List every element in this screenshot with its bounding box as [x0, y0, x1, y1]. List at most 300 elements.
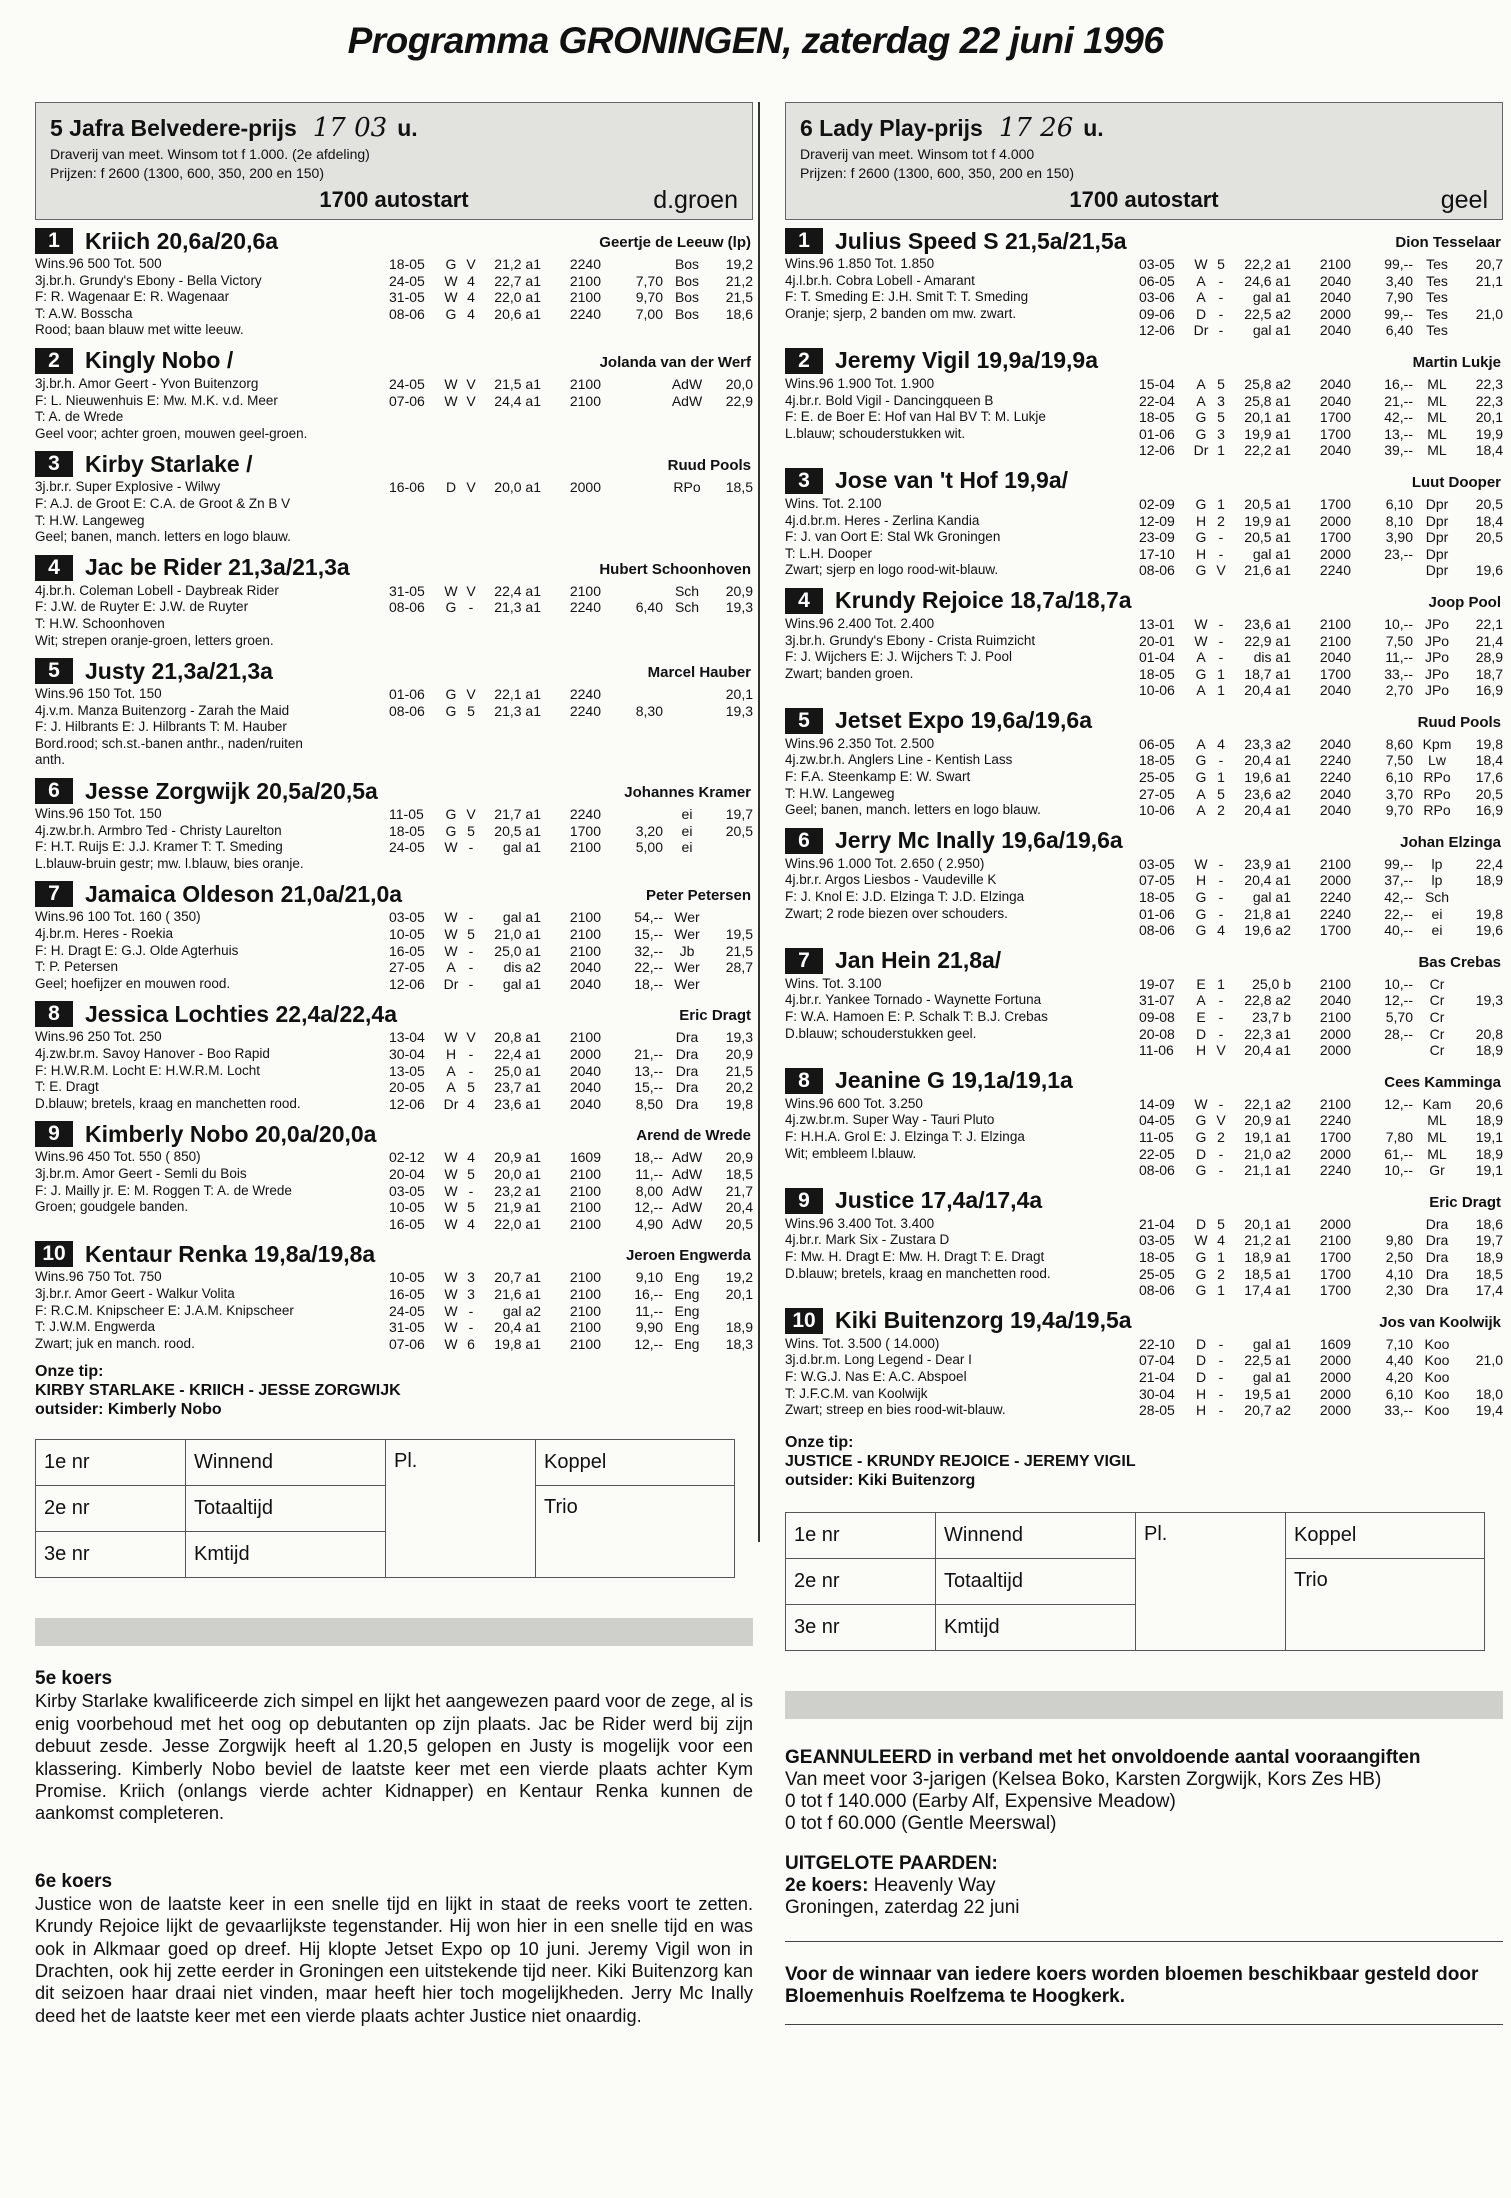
result-cell: 20,9 — [725, 582, 753, 599]
result-cell: E — [1196, 975, 1206, 992]
result-cell: 22,2 a1 — [1244, 256, 1291, 272]
result-cell: G — [1195, 752, 1207, 769]
info-line: Wins.96 150 Tot. 150 — [35, 806, 162, 822]
result-cell: 2,30 — [1385, 1282, 1413, 1299]
result-cell — [711, 976, 753, 993]
result-cell: JPo — [1424, 682, 1450, 699]
result-cell — [601, 376, 663, 393]
result-cell: 4 — [1217, 922, 1225, 939]
result-cell: - — [1218, 1162, 1224, 1179]
info-line: F: J. Knol E: J.D. Elzinga T: J.D. Elzinga — [785, 889, 1025, 905]
info-line: 3j.br.h. Grundy's Ebony - Bella Victory — [35, 272, 262, 288]
info-line: 4j.br.h. Coleman Lobell - Daybreak Rider — [35, 582, 279, 598]
result-cell: Dra — [1425, 1282, 1449, 1299]
horse-entry — [35, 1119, 753, 1232]
result-cell: 28,7 — [725, 959, 753, 976]
result-cell: 3,40 — [1385, 272, 1413, 289]
result-cell: 10-06 — [1139, 802, 1175, 819]
result-cell: 11-06 — [1139, 1042, 1174, 1059]
result-row — [1139, 1026, 1503, 1043]
result-cell: 2100 — [569, 1302, 601, 1319]
result-cell: 13-04 — [389, 1029, 425, 1046]
result-cell: 2000 — [1319, 1042, 1351, 1059]
result-cell: 19,3 — [725, 702, 753, 719]
result-cell: 6 — [467, 1335, 475, 1352]
result-cell: 17,4 — [1475, 1282, 1503, 1299]
result-row — [389, 959, 753, 976]
result-cell: W — [444, 909, 458, 926]
result-cell: 18-05 — [389, 822, 425, 839]
driver-name: Bas Crebas — [1418, 953, 1501, 971]
start-number-badge: 2 — [785, 348, 823, 374]
result-cell: Eng — [674, 1319, 700, 1336]
result-cell: 20,6 — [1475, 1095, 1503, 1112]
result-cell: G — [1195, 1128, 1207, 1145]
result-cell: V — [466, 686, 476, 703]
result-cell: 1 — [1217, 665, 1225, 682]
result-cell: 2040 — [1319, 289, 1351, 306]
results-table — [389, 479, 753, 545]
result-cell — [1351, 1042, 1413, 1059]
result-cell: 1700 — [569, 822, 601, 839]
horse-name: Kiki Buitenzorg 19,4a/19,5a — [835, 1307, 1132, 1334]
result-cell: 9,80 — [1385, 1232, 1413, 1249]
info-line: 4j.br.r. Mark Six - Zustara D — [785, 1232, 950, 1248]
info-line: T: A. de Wrede — [35, 409, 124, 425]
result-cell: 18,7 a1 — [1244, 665, 1291, 682]
result-cell: ML — [1427, 442, 1447, 459]
result-cell: 2040 — [569, 1095, 601, 1112]
result-cell: 2100 — [569, 289, 601, 306]
result-cell — [1351, 1216, 1413, 1233]
result-cell — [1461, 889, 1503, 906]
result-cell: 21,-- — [634, 1046, 663, 1062]
result-cell: 27-05 — [389, 959, 425, 976]
result-cell: 99,-- — [1384, 256, 1413, 272]
start-number-badge: 4 — [35, 555, 73, 581]
horse-entry — [35, 226, 753, 339]
result-cell: 2240 — [1319, 752, 1351, 769]
result-cell: - — [468, 959, 474, 976]
result-cell: 22,1 a2 — [1244, 1095, 1291, 1112]
horse-name: Kentaur Renka 19,8a/19,8a — [85, 1240, 376, 1267]
result-cell: E — [1196, 1009, 1206, 1025]
horse-entry — [35, 656, 753, 769]
result-row — [1139, 529, 1503, 546]
result-cell: 18-05 — [389, 256, 425, 272]
result-row — [1139, 1096, 1503, 1113]
result-row — [1139, 1146, 1503, 1163]
result-cell: 24-05 — [389, 839, 425, 856]
result-cell: ei — [681, 806, 693, 823]
result-cell: D — [445, 479, 457, 496]
result-cell: 5 — [467, 702, 475, 719]
time-suffix: u. — [1083, 115, 1104, 141]
result-cell: 20,4 — [725, 1199, 753, 1216]
result-cell: 6,40 — [635, 599, 663, 616]
result-cell: 2240 — [569, 806, 601, 823]
info-line: F: H.T. Ruijs E: J.J. Kramer T: T. Smeding — [35, 839, 283, 855]
result-cell: G — [445, 822, 457, 839]
result-cell: 14-09 — [1139, 1095, 1175, 1112]
result-cell: 1 — [1217, 975, 1225, 992]
result-cell: 03-05 — [1139, 256, 1175, 272]
result-row — [389, 1149, 753, 1166]
result-cell: Cr — [1429, 975, 1445, 992]
result-cell: 19-07 — [1139, 975, 1175, 992]
result-cell: 21,5 — [725, 1062, 753, 1079]
info-line: 4j.zw.br.h. Armbro Ted - Christy Laurelton — [35, 822, 282, 838]
result-cell: G — [1195, 562, 1207, 579]
horse-entry — [785, 1066, 1503, 1179]
result-row — [389, 479, 753, 496]
result-cell — [1461, 289, 1503, 306]
result-row — [1139, 649, 1503, 666]
result-cell: V — [466, 256, 476, 272]
horse-entry — [35, 1239, 753, 1352]
horse-info — [35, 806, 389, 872]
result-cell: 20,8 a1 — [494, 1029, 541, 1046]
result-cell: 20,9 a1 — [1244, 1112, 1291, 1129]
result-cell: 07-05 — [1139, 872, 1175, 889]
horse-entry — [35, 879, 753, 992]
start-number-badge: 1 — [785, 228, 823, 254]
results-table — [1139, 856, 1503, 939]
result-cell: 20,4 a1 — [1244, 802, 1291, 819]
race-start: 1700 autostart — [1069, 187, 1219, 212]
race-conditions: Draverij van meet. Winsom tot f 1.000. (2e afdeling) — [50, 146, 370, 162]
result-row — [389, 909, 753, 926]
driver-name: Jeroen Engwerda — [625, 1247, 751, 1265]
result-cell: ei — [681, 839, 693, 856]
result-cell: W — [444, 272, 458, 289]
result-row — [1139, 1402, 1503, 1419]
result-cell — [711, 1303, 753, 1320]
result-cell: 11-05 — [1139, 1128, 1174, 1145]
result-row — [1139, 682, 1503, 699]
horse-name: Jetset Expo 19,6a/19,6a — [835, 707, 1092, 734]
result-row — [389, 1336, 753, 1353]
result-cell: 16-05 — [389, 1215, 425, 1232]
result-cell: JPo — [1424, 665, 1450, 682]
horse-info — [35, 583, 389, 649]
result-cell — [1461, 546, 1503, 563]
result-cell: 1 — [1217, 682, 1225, 699]
result-cell: Bos — [674, 305, 700, 322]
result-row — [1139, 1162, 1503, 1179]
horse-info — [35, 909, 389, 992]
result-cell: W — [444, 1302, 458, 1319]
result-cell: ML — [1427, 1128, 1447, 1145]
result-cell: 10-05 — [389, 926, 425, 943]
result-cell: 21,1 — [1475, 272, 1503, 289]
result-cell: W — [444, 1285, 458, 1302]
result-cell: Cr — [1429, 1009, 1445, 1025]
result-cell: 20,4 a1 — [1244, 1042, 1291, 1059]
result-row — [1139, 442, 1503, 459]
result-cell: Lw — [1428, 752, 1446, 769]
info-line: 3j.br.h. Grundy's Ebony - Crista Ruimzicht — [785, 632, 1036, 648]
result-cell: 7,50 — [1385, 752, 1413, 769]
result-cell: gal a1 — [1252, 322, 1291, 339]
result-cell: 2040 — [1319, 649, 1351, 666]
result-cell: 2040 — [1319, 442, 1351, 459]
results-table — [1139, 1336, 1503, 1419]
result-cell: 7,70 — [635, 272, 663, 289]
result-cell: 2100 — [569, 375, 601, 392]
result-cell — [601, 583, 663, 600]
result-cell: 1700 — [1319, 1265, 1351, 1282]
result-cell: 22,1 a1 — [494, 686, 541, 703]
driver-name: Dion Tesselaar — [1395, 234, 1501, 251]
result-cell: Eng — [674, 1302, 700, 1319]
result-cell: 08-06 — [1139, 562, 1175, 579]
result-cell: 20,7 a1 — [494, 1269, 541, 1286]
result-cell: G — [1195, 495, 1207, 512]
result-cell: W — [444, 375, 458, 392]
result-cell: G — [445, 806, 457, 823]
result-row — [1139, 546, 1503, 563]
result-cell: 22,7 a1 — [494, 272, 541, 289]
info-line: Geel; banen, manch. letters en logo blauw. — [35, 529, 291, 545]
info-line: T: H.W. Langeweg — [785, 785, 895, 801]
result-cell: 21,7 a1 — [494, 806, 541, 823]
info-line: F: J.W. de Ruyter E: J.W. de Ruyter — [35, 599, 249, 615]
result-cell: 20,5 a1 — [1244, 529, 1291, 546]
result-cell: 22,3 — [1475, 375, 1503, 392]
result-cell: Dra — [675, 1062, 699, 1079]
result-cell: G — [445, 702, 457, 719]
results-table — [389, 806, 753, 872]
info-line: F: H.H.A. Grol E: J. Elzinga T: J. Elzinga — [785, 1128, 1025, 1144]
result-cell: 1700 — [1319, 409, 1351, 426]
result-cell: 01-06 — [1139, 905, 1175, 922]
result-cell: H — [1195, 545, 1207, 562]
result-cell: 22,-- — [634, 959, 663, 976]
info-line: 4j.br.r. Bold Vigil - Dancingqueen B — [785, 392, 994, 408]
driver-name: Jolanda van der Werf — [599, 353, 751, 371]
result-cell: 5 — [467, 1199, 475, 1216]
result-cell: Koo — [1424, 1335, 1450, 1352]
result-cell: 8,60 — [1385, 735, 1413, 752]
result-cell: Koo — [1424, 1352, 1450, 1369]
result-cell: - — [468, 1302, 474, 1319]
result-cell: gal a1 — [1252, 289, 1291, 306]
result-cell: ML — [1427, 392, 1447, 409]
result-cell: 37,-- — [1384, 872, 1413, 889]
result-cell: 02-09 — [1139, 495, 1175, 512]
bet-cell: Totaaltijd — [936, 1558, 1136, 1604]
result-cell: 08-06 — [1139, 1282, 1175, 1299]
result-cell: 03-05 — [389, 1182, 425, 1199]
result-cell: - — [468, 1319, 474, 1336]
notices — [785, 1747, 1503, 2025]
result-cell: G — [445, 305, 457, 322]
result-cell: 2100 — [569, 1199, 601, 1216]
result-cell: 21,5 — [725, 289, 753, 306]
result-cell: - — [1218, 905, 1224, 922]
horse-name: Kimberly Nobo 20,0a/20,0a — [85, 1120, 377, 1147]
start-number-badge: 5 — [785, 708, 823, 734]
info-line: Oranje; sjerp, 2 banden om mw. zwart. — [785, 305, 1017, 321]
result-cell: Dra — [1425, 1265, 1449, 1282]
result-cell: 24-05 — [389, 375, 425, 392]
result-cell: 2100 — [1319, 1009, 1351, 1025]
result-cell: 22,5 a1 — [1244, 1352, 1291, 1369]
result-row — [389, 839, 753, 856]
result-cell: A — [1196, 735, 1206, 752]
result-cell: 01-06 — [1139, 425, 1175, 442]
result-cell: 1 — [1217, 495, 1225, 512]
info-line: F: R.C.M. Knipscheer E: J.A.M. Knipscheer — [35, 1302, 294, 1318]
horse-info — [785, 1096, 1139, 1179]
result-cell: 18,6 — [725, 305, 753, 322]
result-cell: 18,5 — [725, 1165, 753, 1182]
results-table — [1139, 376, 1503, 459]
result-cell: W — [444, 1182, 458, 1199]
result-cell: 20-01 — [1139, 632, 1175, 649]
result-cell: 9,10 — [635, 1269, 663, 1286]
result-row — [1139, 856, 1503, 873]
result-cell: 2240 — [1319, 905, 1351, 922]
result-cell: 21,5 — [725, 942, 753, 959]
result-cell: 2040 — [1319, 272, 1351, 289]
divider-line — [785, 1941, 1503, 1942]
result-cell: 5,00 — [635, 839, 663, 856]
result-cell: 8,00 — [635, 1182, 663, 1199]
result-cell: 20,1 a1 — [1244, 1215, 1291, 1232]
result-cell: 18,9 — [1475, 872, 1503, 889]
result-cell: 21,4 — [1475, 632, 1503, 649]
result-cell: 25,8 a1 — [1244, 392, 1291, 409]
result-cell: 21,2 a1 — [494, 256, 541, 272]
result-cell: 18,5 a1 — [1244, 1265, 1291, 1282]
result-cell: 18-05 — [1139, 665, 1175, 682]
race-title: 6 Lady Play-prijs — [800, 115, 983, 141]
info-line: 4j.zw.br.m. Super Way - Tauri Pluto — [785, 1112, 995, 1128]
result-cell: 23,3 a2 — [1244, 735, 1291, 752]
result-cell: ML — [1427, 425, 1447, 442]
horse-info — [785, 856, 1139, 939]
result-cell: V — [466, 582, 476, 599]
result-cell: - — [1218, 1335, 1224, 1352]
result-cell: 18,0 — [1475, 1385, 1503, 1402]
result-cell: 21,1 a1 — [1244, 1162, 1291, 1179]
horse-list — [785, 226, 1503, 1419]
result-cell: 25,0 a1 — [494, 942, 541, 959]
result-cell: 9,70 — [635, 289, 663, 306]
result-cell: 2000 — [1319, 305, 1351, 322]
result-cell: 11,-- — [635, 1165, 663, 1182]
result-cell: 22,4 — [1475, 855, 1503, 872]
info-line: F: R. Wagenaar E: R. Wagenaar — [35, 289, 230, 305]
divider-line — [785, 2024, 1503, 2025]
result-cell: 19,9 a1 — [1244, 512, 1291, 529]
result-cell: JPo — [1424, 632, 1450, 649]
result-cell: W — [1194, 1095, 1208, 1112]
result-cell: 24-05 — [389, 1302, 425, 1319]
info-line: 4j.br.m. Heres - Roekia — [35, 926, 174, 942]
tip-text: KIRBY STARLAKE - KRIICH - JESSE ZORGWIJK — [35, 1382, 401, 1400]
result-cell: 2000 — [1319, 1385, 1351, 1402]
horse-info — [785, 1216, 1139, 1299]
result-cell: 23-09 — [1139, 529, 1175, 546]
result-cell: 18,-- — [634, 1149, 663, 1166]
result-cell: G — [1195, 889, 1207, 906]
result-cell: H — [445, 1046, 457, 1062]
result-cell: Dra — [675, 1029, 699, 1046]
result-cell: 1700 — [1319, 1282, 1351, 1299]
result-cell: W — [444, 1215, 458, 1232]
info-line: F: J. van Oort E: Stal Wk Groningen — [785, 529, 1001, 545]
result-cell: 21,0 — [1475, 305, 1503, 322]
result-cell: 17-10 — [1139, 545, 1175, 562]
result-cell: 2040 — [569, 975, 601, 992]
info-line: 4j.br.r. Yankee Tornado - Waynette Fortuna — [785, 992, 1042, 1008]
result-cell: 20,1 — [1475, 409, 1503, 426]
result-cell: 2000 — [1319, 1215, 1351, 1232]
result-row — [1139, 1232, 1503, 1249]
result-cell: 2100 — [569, 839, 601, 856]
koers5-title: 5e koers — [35, 1668, 113, 1690]
result-cell: Koo — [1424, 1368, 1450, 1385]
result-cell: 03-06 — [1139, 289, 1175, 306]
tip-label: Onze tip: — [35, 1363, 104, 1381]
result-cell: ML — [1427, 409, 1447, 426]
result-row — [1139, 1352, 1503, 1369]
result-cell: - — [1218, 649, 1224, 666]
horse-info — [785, 976, 1139, 1059]
result-cell: 19,5 a1 — [1244, 1385, 1291, 1402]
result-cell: 20,5 a1 — [1244, 495, 1291, 512]
result-cell: 16,-- — [1384, 375, 1413, 392]
grey-bar — [35, 1618, 753, 1646]
result-cell: 22-10 — [1139, 1335, 1175, 1352]
result-row — [1139, 1336, 1503, 1353]
result-cell: W — [444, 1165, 458, 1182]
result-cell: gal a1 — [502, 909, 541, 926]
result-cell: 16,9 — [1475, 802, 1503, 819]
result-cell: 22,2 a1 — [1244, 442, 1291, 459]
info-line: 3j.br.m. Amor Geert - Semli du Bois — [35, 1165, 247, 1181]
info-line: Zwart; sjerp en logo rood-wit-blauw. — [785, 562, 999, 578]
result-cell: 2000 — [1319, 1368, 1351, 1385]
info-line: Wins.96 250 Tot. 250 — [35, 1029, 162, 1045]
bet-cell: Pl. — [386, 1440, 536, 1578]
result-cell: 18,-- — [634, 975, 663, 992]
driver-name: Johannes Kramer — [624, 784, 751, 802]
result-row — [1139, 906, 1503, 923]
result-cell: W — [444, 392, 458, 409]
result-cell — [711, 909, 753, 926]
result-row — [1139, 666, 1503, 683]
result-cell: Kpm — [1422, 735, 1452, 752]
result-cell: Cr — [1429, 992, 1445, 1009]
result-cell: 18,4 — [1475, 442, 1503, 459]
results-table — [1139, 736, 1503, 819]
result-cell: 1 — [1217, 442, 1225, 459]
result-cell: Eng — [674, 1285, 700, 1302]
result-cell: 22,4 a1 — [494, 1046, 541, 1062]
info-line: T: A.W. Bosscha — [35, 305, 133, 321]
info-line: Geel; hoefijzer en mouwen rood. — [35, 975, 231, 991]
result-cell: 19,8 — [1475, 735, 1503, 752]
driver-name: Eric Dragt — [679, 1007, 751, 1025]
result-cell: 23,6 a2 — [1244, 785, 1291, 802]
result-cell: 20,4 a1 — [1244, 872, 1291, 889]
result-cell: 3 — [467, 1285, 475, 1302]
result-row — [1139, 633, 1503, 650]
